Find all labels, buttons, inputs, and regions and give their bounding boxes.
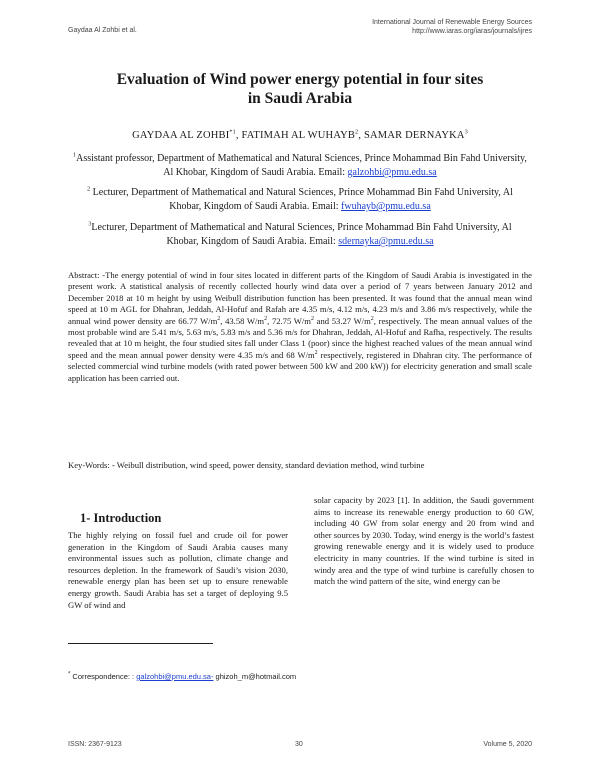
author-2-mark: 2 <box>355 129 359 136</box>
issn: ISSN: 2367-9123 <box>68 741 122 748</box>
intro-right-column: solar capacity by 2023 [1]. In addition, the Saudi government aims to increase its renewable energy production to 60 GW, including 40 GW from solar energy and 20 from wind and other sources by 2030. Today, wind energy is the world’s fastest growing renewable energy and it is widely used to produce electricity in many countries. If the wind turbine is sited in windy area and the type of wind turbine is carefully chosen to match the wind pattern of the site, wind energy can be <box>314 495 535 587</box>
paper-title <box>60 70 540 108</box>
abstract <box>68 270 532 384</box>
title-line-1: Evaluation of Wind power energy potential in four sites <box>116 71 484 88</box>
correspondence-footnote <box>68 672 296 681</box>
affiliation-1-text: Assistant professor, Department of Mathematical and Natural Sciences, Prince Mohammad Bin Fahd University, Al Khobar, Kingdom of Saudi Arabia. Email: <box>76 153 527 178</box>
abstract-text-3: , 72.75 W/m <box>267 315 311 326</box>
abstract-text-1: Abstract: -The energy potential of wind in four sites located in different parts of the Kingdom of Saudi Arabia is investigated in the present work. A statistical analysis of recently collected hourly wind data over a period of 7 years between January 2012 and December 2018 at 10 m height by using Weibull distribution function has been presented. It was found that the annual mean wind speed at 10 m AGL for Dhahran, Jeddah, Al-Hofuf and Rafah are 4.35 m/s, 4.12 m/s, 4.23 m/s and 3.86 m/s respectively, while the annual wind power density are 66.77 W/m <box>68 270 532 326</box>
journal-url[interactable]: http://www.iaras.org/iaras/journals/ijres <box>412 28 532 35</box>
affiliation-2-mark: 2 <box>87 186 91 193</box>
journal-header <box>372 18 532 36</box>
exp-1: 2 <box>217 315 221 322</box>
exp-5: 2 <box>314 349 318 356</box>
page-number: 30 <box>295 741 303 748</box>
abstract-text-6: respectively, registered in Dhahran city. The performance of selected commercial wind turbine models (with rated power between 500 kW and 200 kW)) for electricity generation and small scale application has been carried out. <box>68 349 532 383</box>
exp-4: 2 <box>370 315 374 322</box>
affiliation-2-email[interactable]: fwuhayb@pmu.edu.sa <box>341 201 431 212</box>
title-line-2: in Saudi Arabia <box>247 90 353 107</box>
author-1-mark: *1 <box>229 129 236 136</box>
author-2: , FATIMAH AL WUHAYB <box>235 130 356 141</box>
footnote-label: Correspondence: : <box>70 672 137 681</box>
author-1: GAYDAA AL ZOHBI <box>132 130 230 141</box>
affiliation-3-text: Lecturer, Department of Mathematical and Natural Sciences, Prince Mohammad Bin Fahd University, Al Khobar, Kingdom of Saudi Arabia. Email: <box>91 222 512 247</box>
footnote-email-2: ghizoh_m@hotmail.com <box>213 672 297 681</box>
abstract-text-2: , 43.58 W/m <box>220 315 265 326</box>
affiliation-3-email[interactable]: sdernayka@pmu.edu.sa <box>338 236 434 247</box>
journal-name: International Journal of Renewable Energy Sources <box>372 19 532 26</box>
exp-3: 2 <box>310 315 314 322</box>
affiliation-1 <box>72 152 528 180</box>
keywords: Key-Words: - Weibull distribution, wind speed, power density, standard deviation method, wind turbine <box>68 460 425 470</box>
affiliation-2 <box>72 186 528 214</box>
affiliation-1-email[interactable]: galzohbi@pmu.edu.sa <box>347 167 437 178</box>
author-list <box>60 130 540 141</box>
author-3-mark: 3 <box>464 129 468 136</box>
affiliation-3 <box>72 221 528 249</box>
footnote-email-1[interactable]: galzohbi@pmu.edu.sa- <box>136 672 214 681</box>
footnote-divider <box>68 643 213 644</box>
volume: Volume 5, 2020 <box>483 741 532 748</box>
author-3: , SAMAR DERNAYKA <box>358 130 465 141</box>
affiliation-2-text: Lecturer, Department of Mathematical and Natural Sciences, Prince Mohammad Bin Fahd University, Al Khobar, Kingdom of Saudi Arabia. Email: <box>90 187 513 212</box>
footnote-mark: * <box>68 671 71 678</box>
affiliation-1-mark: 1 <box>73 152 77 159</box>
affiliation-3-mark: 3 <box>88 221 92 228</box>
section-heading-introduction: 1- Introduction <box>80 511 162 525</box>
abstract-text-4: and 53.27 W/m <box>313 315 371 326</box>
running-author: Gaydaa Al Zohbi et al. <box>68 27 137 34</box>
abstract-text-5: , respectively. The mean annual values of the most probable wind are 5.41 m/s, 5.63 m/s, 5.83 m/s and 5.36 m/s for Dhahran, Jeddah, Al-Hofuf and Rafha, respectively. The results revealed that at 10 m height, the four studied sites fall under Class 1 (poor) since the highest reached values of the mean annual wind speed and the mean annual power density were 4.35 m/s and 68 W/m <box>68 315 533 360</box>
intro-left-column: The highly relying on fossil fuel and crude oil for power generation in the Kingdom of Saudi Arabia causes many environmental issues such as pollution, climate change and resources depletion. In the framework of Saudi’s vision 2030, renewable energy plan has been set up to ensure renewable energy growth. Saudi Arabia has set a target of deploying 9.5 GW of wind and <box>68 530 288 610</box>
exp-2: 2 <box>264 315 268 322</box>
